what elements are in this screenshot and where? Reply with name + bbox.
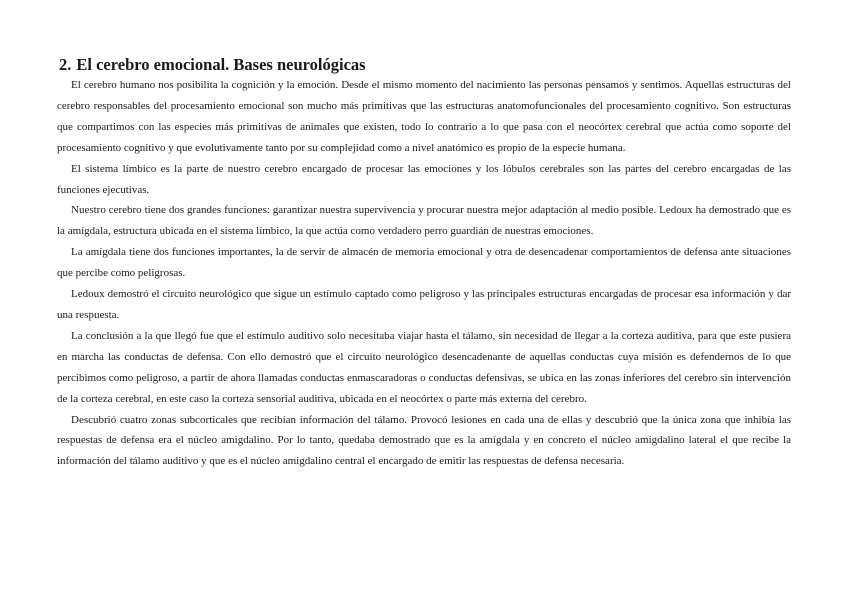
paragraph: Nuestro cerebro tiene dos grandes funciones: garantizar nuestra supervivencia y procurar nuestra mejor adaptación al medio posible. Ledoux ha demostrado que es la amígdala, estructura ubicada en el sistema límbico, la que actúa como verdadero perro guardián de nuestras emociones. — [57, 204, 791, 238]
paragraph: El sistema límbico es la parte de nuestro cerebro encargado de procesar las emociones y los lóbulos cerebrales son las partes del cerebro encargadas de las funciones ejecutivas. — [57, 162, 791, 196]
paragraph: Descubrió cuatro zonas subcorticales que recibían información del tálamo. Provocó lesiones en cada una de ellas y descubrió que la única zona que inhibía las respuestas de defensa era el núcleo amigdalino. Por lo tanto, quedaba demostrado que es la amígdala y en concreto el núcleo amigdalino lateral el que recibe la información del tálamo auditivo y que es el núcleo amigdalino central el encargado de emitir las respuestas de defensa necesaria. — [57, 413, 791, 468]
paragraph: La amígdala tiene dos funciones importantes, la de servir de almacén de memoria emocional y otra de desencadenar comportamientos de defensa ante situaciones que percibe como peligrosas. — [57, 246, 791, 280]
section-heading — [57, 56, 791, 74]
paragraph: La conclusión a la que llegó fue que el estímulo auditivo solo necesitaba viajar hasta el tálamo, sin necesidad de llegar a la corteza auditiva, para que este pusiera en marcha las conductas de defensa. Con ello demostró que el circuito neurológico desencadenante de aquellas conductas cuya misión es defendernos de lo que percibimos como peligroso, a partir de ahora llamadas conductas enmascaradoras o conductas defensivas, se ubica en las zonas inferiores del cerebro sin intervención de la corteza cerebral, en este caso la corteza sensorial auditiva, ubicada en el neocórtex o parte más externa del cerebro. — [57, 329, 791, 405]
paragraph: Ledoux demostró el circuito neurológico que sigue un estímulo captado como peligroso y las principales estructuras encargadas de procesar esa información y dar una respuesta. — [57, 288, 791, 321]
paragraph: El cerebro humano nos posibilita la cognición y la emoción. Desde el mismo momento del nacimiento las personas pensamos y sentimos. Aquellas estructuras del cerebro responsables del procesamiento emocional son mucho más primitivas que las estructuras anatomofuncionales del procesamiento cognitivo. Son estructuras que compartimos con las especies más primitivas de animales que existen, todo lo contrario a lo que pasa con el neocórtex cerebral que actúa como soporte del procesamiento cognitivo y que evolutivamente tanto por su complejidad como a nivel anatómico es propio de la especie humana. — [57, 79, 791, 154]
section-number: 2. — [59, 55, 72, 74]
section-title: El cerebro emocional. Bases neurológicas — [76, 55, 366, 74]
document-page — [57, 56, 791, 472]
